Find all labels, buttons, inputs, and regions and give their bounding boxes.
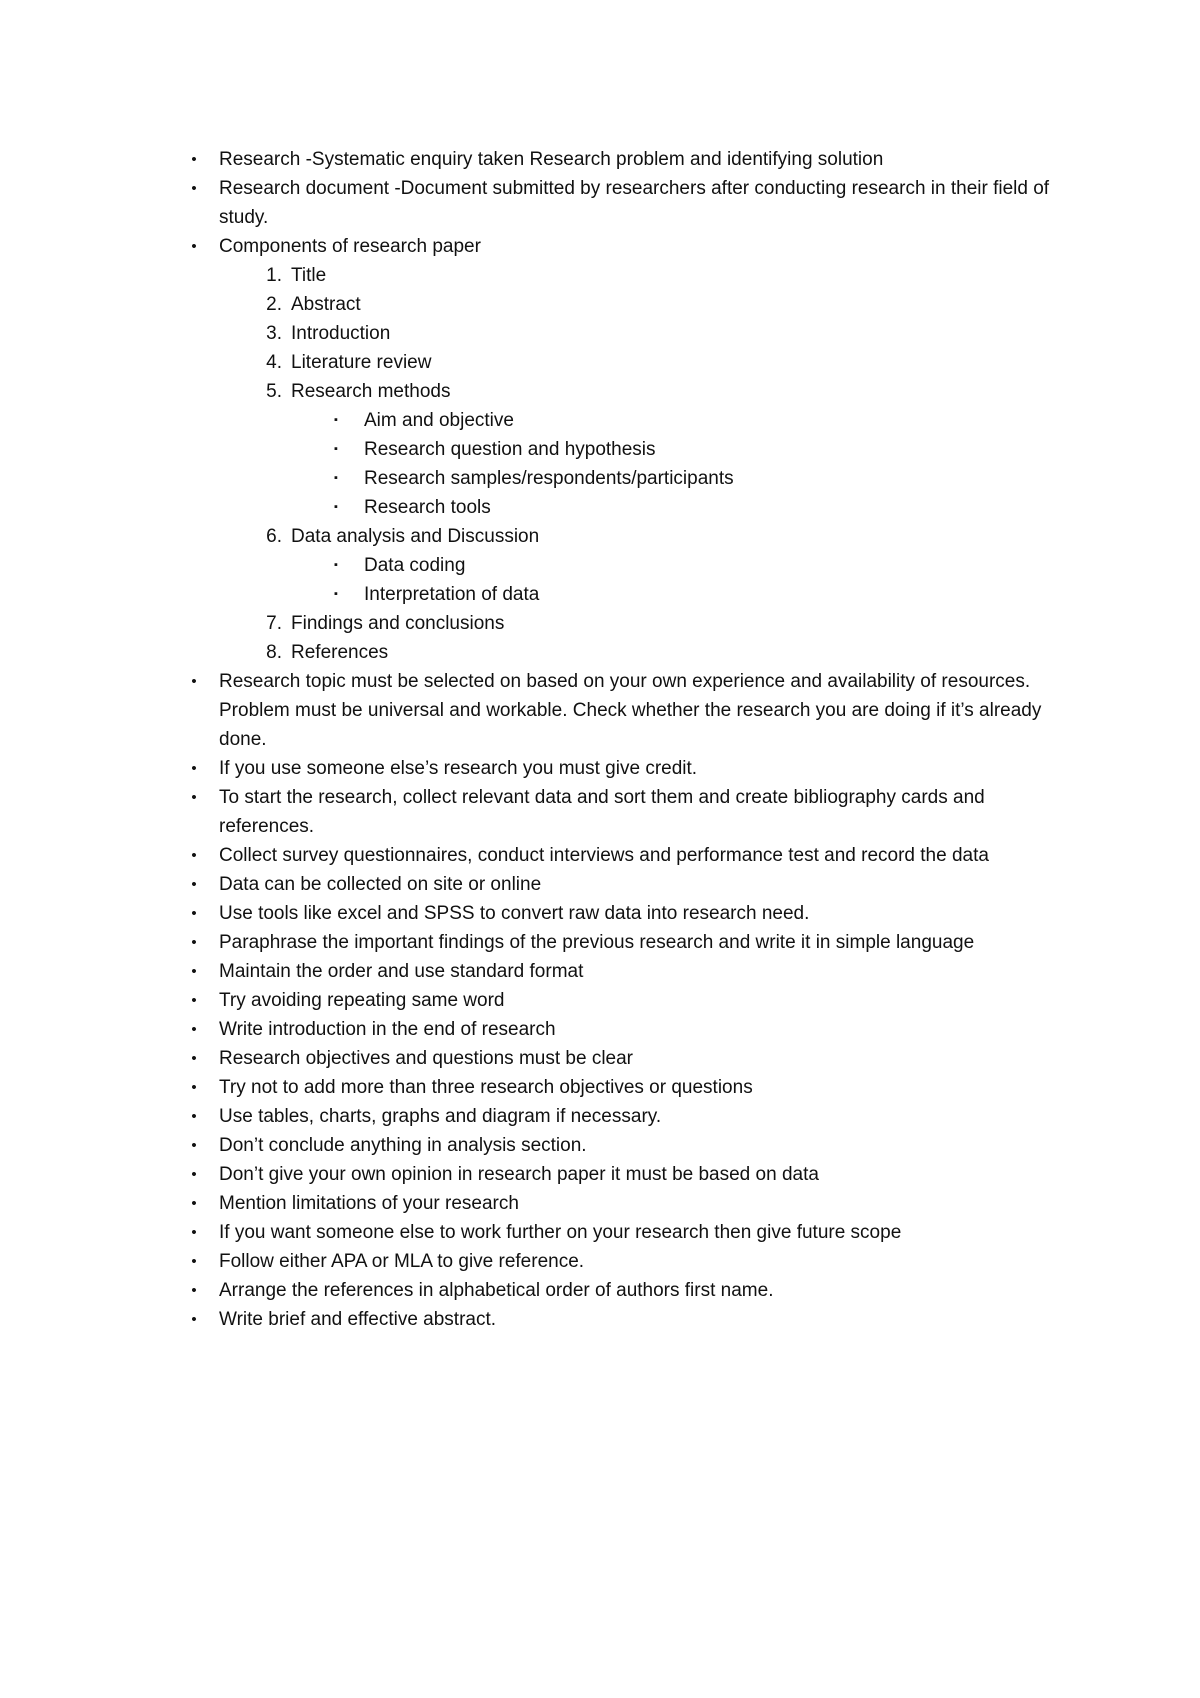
list-item-text: Research samples/respondents/participants (364, 468, 734, 489)
list-item (186, 1247, 1066, 1276)
sub-list-item (186, 580, 1066, 609)
bullet-icon: ▪ (334, 443, 338, 455)
list-item-text: Write introduction in the end of research (219, 1019, 556, 1040)
bullet-icon: • (191, 847, 197, 864)
list-item-text: Don’t give your own opinion in research paper it must be based on data (219, 1164, 819, 1185)
list-item-text: Use tools like excel and SPSS to convert raw data into research need. (219, 903, 810, 924)
list-item (186, 1044, 1066, 1073)
list-number: 8. (266, 642, 282, 663)
list-item-text: Collect survey questionnaires, conduct interviews and performance test and record the data (219, 845, 989, 866)
list-item (186, 667, 1066, 754)
list-item-text: Paraphrase the important findings of the previous research and write it in simple language (219, 932, 975, 953)
list-item (186, 957, 1066, 986)
bullet-icon: • (191, 876, 197, 893)
sub-list-item (186, 435, 1066, 464)
list-item-text: Research document -Document submitted by researchers after conducting research in their field of study. (219, 178, 1050, 228)
bullet-icon: • (191, 1282, 197, 1299)
list-item-text: Title (291, 265, 327, 286)
list-number: 3. (266, 323, 282, 344)
sub-list-item (186, 406, 1066, 435)
list-number: 5. (266, 381, 282, 402)
list-item-text: Aim and objective (364, 410, 514, 431)
bullet-icon: • (191, 1050, 197, 1067)
bullet-icon: • (191, 151, 197, 168)
list-item-text: Interpretation of data (364, 584, 540, 605)
list-item-text: If you want someone else to work further on your research then give future scope (219, 1222, 902, 1243)
list-number: 6. (266, 526, 282, 547)
bullet-icon: ▪ (334, 414, 338, 426)
list-item-text: Write brief and effective abstract. (219, 1309, 497, 1330)
bullet-icon: • (191, 992, 197, 1009)
list-number: 2. (266, 294, 282, 315)
bullet-icon: • (191, 673, 197, 690)
bullet-icon: • (191, 905, 197, 922)
numbered-list-item (186, 522, 1066, 551)
list-number: 7. (266, 613, 282, 634)
bullet-icon: • (191, 238, 197, 255)
bullet-icon: • (191, 1311, 197, 1328)
list-item-text: Research question and hypothesis (364, 439, 656, 460)
list-item-text: To start the research, collect relevant data and sort them and create bibliography cards and references. (219, 787, 985, 837)
list-item-text: Don’t conclude anything in analysis section. (219, 1135, 587, 1156)
numbered-list-item (186, 377, 1066, 406)
bullet-icon: • (191, 1137, 197, 1154)
list-item-text: Research -Systematic enquiry taken Research problem and identifying solution (219, 149, 884, 170)
list-item (186, 986, 1066, 1015)
list-item (186, 1073, 1066, 1102)
list-item-text: Follow either APA or MLA to give reference. (219, 1251, 585, 1272)
list-item-text: Findings and conclusions (291, 613, 505, 634)
bullet-icon: • (191, 934, 197, 951)
bullet-icon: • (191, 760, 197, 777)
list-item-text: Data can be collected on site or online (219, 874, 542, 895)
list-item (186, 1160, 1066, 1189)
list-item (186, 783, 1066, 841)
list-item-text: Research tools (364, 497, 491, 518)
list-item (186, 1015, 1066, 1044)
list-item (186, 841, 1066, 870)
list-item-text: Arrange the references in alphabetical order of authors first name. (219, 1280, 774, 1301)
list-item (186, 1189, 1066, 1218)
sub-list-item (186, 464, 1066, 493)
list-item (186, 1218, 1066, 1247)
bullet-icon: • (191, 1195, 197, 1212)
bullet-icon: • (191, 1166, 197, 1183)
list-item-text: Data analysis and Discussion (291, 526, 540, 547)
list-item-text: Research objectives and questions must be clear (219, 1048, 634, 1069)
list-item-text: References (291, 642, 389, 663)
bullet-icon: • (191, 1253, 197, 1270)
list-item (186, 1305, 1066, 1334)
bullet-icon: • (191, 1224, 197, 1241)
list-number: 1. (266, 265, 282, 286)
bullet-icon: ▪ (334, 472, 338, 484)
list-number: 4. (266, 352, 282, 373)
list-item (186, 1102, 1066, 1131)
list-item-text: Introduction (291, 323, 391, 344)
list-item-text: If you use someone else’s research you must give credit. (219, 758, 698, 779)
list-item (186, 232, 1066, 261)
numbered-list-item (186, 319, 1066, 348)
list-item (186, 899, 1066, 928)
numbered-list-item (186, 609, 1066, 638)
bullet-icon: • (191, 1021, 197, 1038)
list-item (186, 870, 1066, 899)
list-item-text: Components of research paper (219, 236, 481, 257)
list-item (186, 1276, 1066, 1305)
sub-list-item (186, 493, 1066, 522)
list-item-text: Abstract (291, 294, 361, 315)
list-item-text: Maintain the order and use standard format (219, 961, 584, 982)
list-item-text: Research methods (291, 381, 451, 402)
list-item (186, 174, 1066, 232)
bullet-icon: • (191, 963, 197, 980)
list-item-text: Try avoiding repeating same word (219, 990, 505, 1011)
list-item-text: Data coding (364, 555, 466, 576)
bullet-icon: • (191, 1079, 197, 1096)
bullet-list (186, 145, 1066, 1334)
bullet-icon: ▪ (334, 559, 338, 571)
bullet-icon: • (191, 1108, 197, 1125)
bullet-icon: ▪ (334, 588, 338, 600)
numbered-list-item (186, 290, 1066, 319)
list-item-text: Use tables, charts, graphs and diagram if necessary. (219, 1106, 662, 1127)
list-item-text: Mention limitations of your research (219, 1193, 519, 1214)
bullet-icon: • (191, 789, 197, 806)
list-item (186, 1131, 1066, 1160)
numbered-list-item (186, 638, 1066, 667)
numbered-list-item (186, 348, 1066, 377)
list-item-text: Research topic must be selected on based on your own experience and availability of resources. Problem must be universal and workable. Check whether the research you are doing if it’s already done. (219, 671, 1042, 750)
list-item (186, 754, 1066, 783)
list-item-text: Try not to add more than three research objectives or questions (219, 1077, 753, 1098)
sub-list-item (186, 551, 1066, 580)
list-item (186, 928, 1066, 957)
bullet-icon: ▪ (334, 501, 338, 513)
bullet-icon: • (191, 180, 197, 197)
list-item (186, 145, 1066, 174)
numbered-list-item (186, 261, 1066, 290)
list-item-text: Literature review (291, 352, 432, 373)
